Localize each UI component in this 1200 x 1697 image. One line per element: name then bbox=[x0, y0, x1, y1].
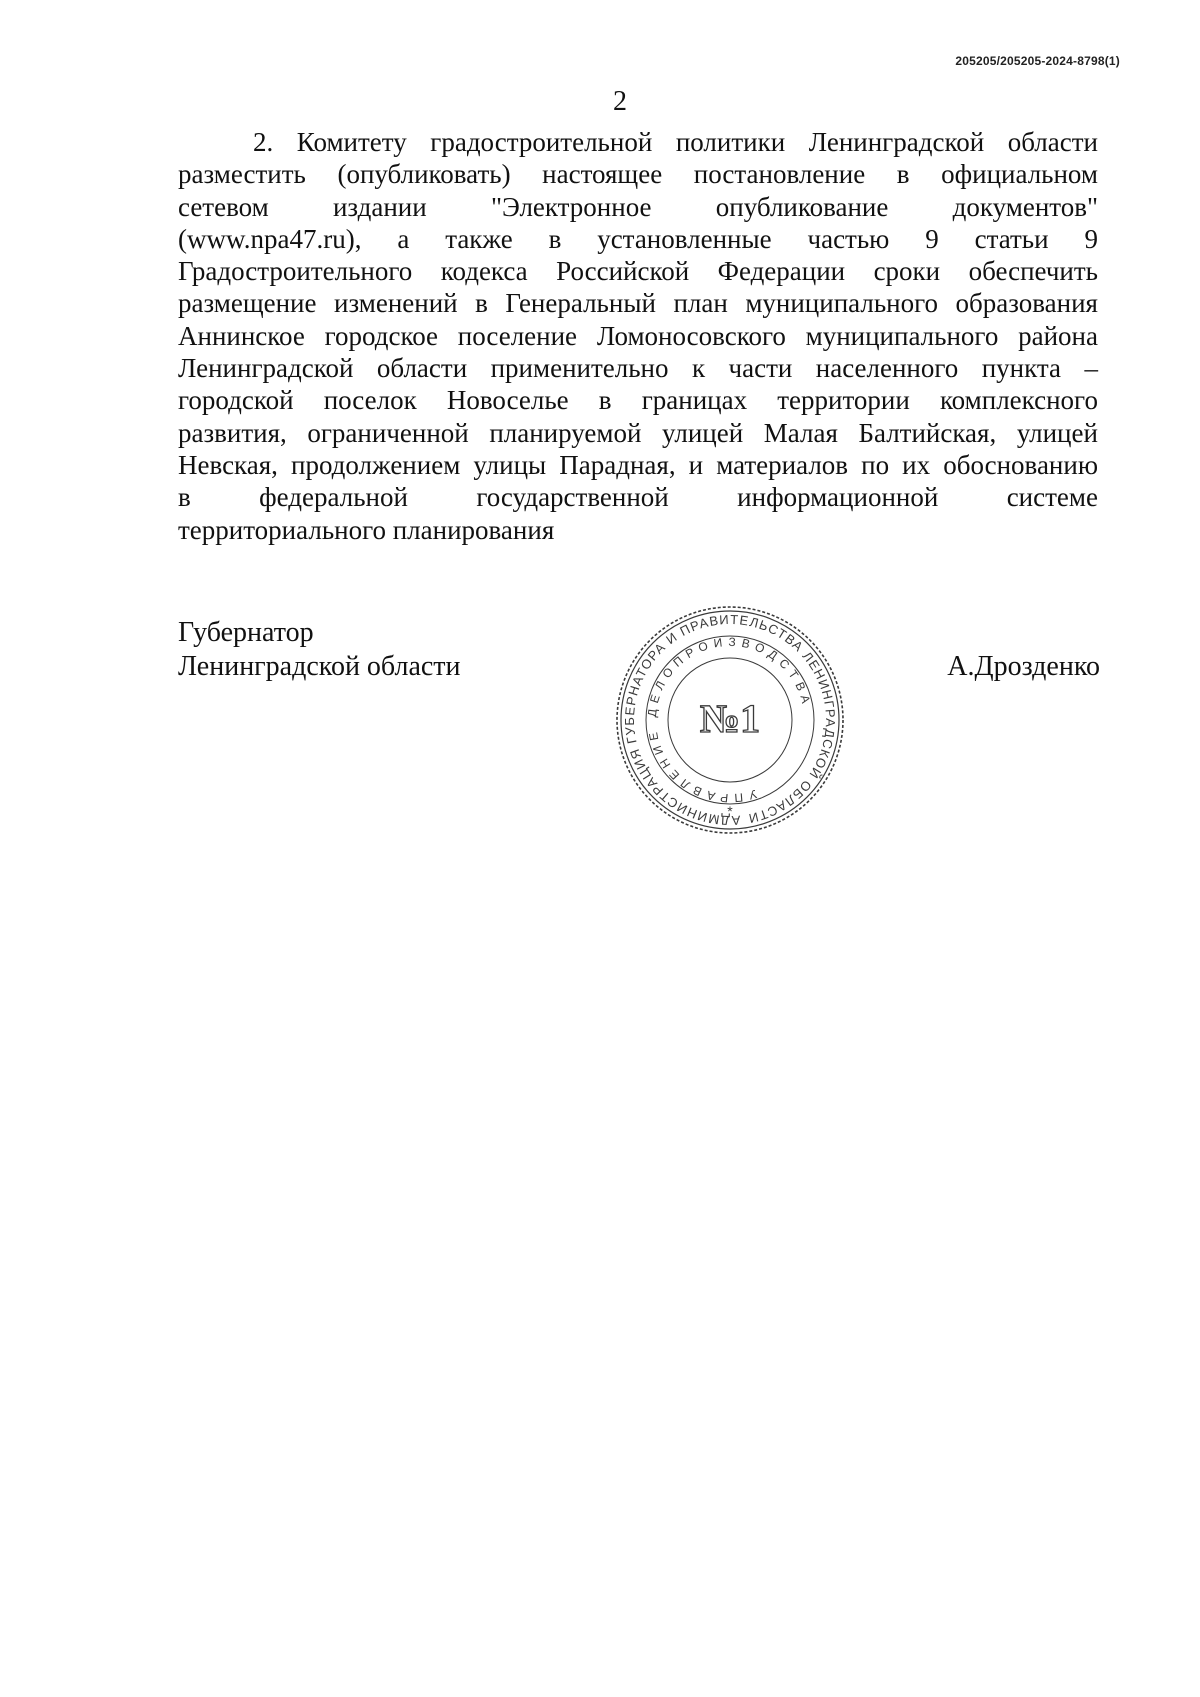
body-word: Новоселье bbox=[446, 385, 569, 416]
body-word: развития, bbox=[178, 417, 287, 448]
body-line bbox=[178, 191, 1098, 223]
body-word: в bbox=[896, 159, 910, 190]
body-word: в bbox=[598, 385, 612, 416]
body-word: настоящее bbox=[542, 159, 663, 190]
body-word: улицей bbox=[1016, 417, 1098, 448]
body-word: 2. bbox=[253, 127, 274, 157]
body-word: постановление bbox=[693, 159, 866, 190]
body-line bbox=[178, 287, 1098, 319]
body-paragraph bbox=[178, 126, 1098, 546]
body-word: комплексного bbox=[939, 385, 1098, 416]
body-word: издании bbox=[332, 191, 427, 222]
body-word: продолжением bbox=[291, 449, 461, 480]
body-word: Малая bbox=[763, 417, 838, 448]
body-line bbox=[178, 514, 1098, 546]
body-word: планируемой bbox=[489, 417, 642, 448]
body-word: Невская, bbox=[178, 449, 278, 480]
body-word: опубликование bbox=[715, 191, 889, 222]
body-word: городской bbox=[178, 385, 294, 416]
body-word: Российской bbox=[556, 256, 690, 287]
body-word: размещение bbox=[178, 288, 317, 319]
body-line bbox=[178, 384, 1098, 416]
body-word: кодекса bbox=[440, 256, 528, 287]
body-word: а bbox=[397, 223, 410, 254]
document-registration-number: 205205/205205-2024-8798(1) bbox=[955, 54, 1120, 68]
body-word: обоснованию bbox=[943, 449, 1098, 480]
body-word: поселение bbox=[457, 320, 578, 351]
body-word: официальном bbox=[941, 159, 1098, 190]
body-word: (www.npa47.ru), bbox=[178, 223, 362, 254]
body-word: улицы bbox=[473, 449, 547, 480]
body-word: план bbox=[673, 288, 728, 319]
body-word: "Электронное bbox=[490, 191, 652, 222]
body-word: Балтийская, bbox=[858, 417, 997, 448]
body-word: государственной bbox=[476, 482, 669, 513]
body-word: сетевом bbox=[178, 191, 269, 222]
body-word: Генеральный bbox=[505, 288, 656, 319]
body-line bbox=[178, 417, 1098, 449]
svg-text:*: * bbox=[727, 803, 733, 819]
body-word: района bbox=[1018, 320, 1098, 351]
body-word: границах bbox=[641, 385, 748, 416]
body-word: городское bbox=[324, 320, 439, 351]
signatory-name: А.Дрозденко bbox=[947, 651, 1100, 682]
body-word: частью bbox=[807, 223, 890, 254]
signatory-title bbox=[178, 616, 461, 684]
body-word: обеспечить bbox=[968, 256, 1098, 287]
svg-text:УПРАВЛЕНИЕ ДЕЛОПРОИЗВОДСТВА: УПРАВЛЕНИЕ ДЕЛОПРОИЗВОДСТВА bbox=[644, 634, 815, 806]
official-seal-stamp bbox=[614, 604, 846, 836]
body-word: по bbox=[861, 449, 890, 480]
body-word: 9 bbox=[925, 223, 939, 254]
body-word: области bbox=[376, 353, 468, 384]
signatory-title-line-2: Ленинградской области bbox=[178, 651, 461, 682]
svg-text:АДМИНИСТРАЦИЯ ГУБЕРНАТОРА И ПР: АДМИНИСТРАЦИЯ ГУБЕРНАТОРА И ПРАВИТЕЛЬСТВА ЛЕНИНГРАДСКОЙ ОБЛАСТИ bbox=[621, 611, 839, 829]
body-word: Парадная, bbox=[559, 449, 676, 480]
body-word: Аннинское bbox=[178, 320, 305, 351]
body-line bbox=[178, 449, 1098, 481]
body-line bbox=[178, 223, 1098, 255]
body-line bbox=[178, 126, 1098, 158]
body-line bbox=[178, 481, 1098, 513]
body-word: и bbox=[688, 449, 704, 480]
body-word: ограниченной bbox=[307, 417, 469, 448]
body-word: улицей bbox=[662, 417, 744, 448]
body-word: в bbox=[548, 223, 562, 254]
body-word: поселок bbox=[323, 385, 417, 416]
body-word: изменений bbox=[334, 288, 458, 319]
body-word: образования bbox=[955, 288, 1098, 319]
body-word: сроки bbox=[873, 256, 941, 287]
body-word: территории bbox=[777, 385, 910, 416]
body-word: политики bbox=[675, 127, 786, 157]
body-word: пункта bbox=[981, 353, 1062, 384]
svg-text:№1: №1 bbox=[699, 696, 761, 741]
body-word: территориального планирования bbox=[178, 514, 555, 545]
body-word: разместить bbox=[178, 159, 306, 190]
body-word: применительно bbox=[490, 353, 669, 384]
body-word: в bbox=[178, 482, 191, 513]
body-line bbox=[178, 352, 1098, 384]
body-word: Градостроительного bbox=[178, 256, 413, 287]
body-word: части bbox=[728, 353, 793, 384]
body-word: федеральной bbox=[259, 482, 408, 513]
body-word: 9 bbox=[1084, 223, 1098, 254]
body-line bbox=[178, 158, 1098, 190]
body-word: также bbox=[445, 223, 513, 254]
body-word: Комитету bbox=[296, 127, 407, 157]
body-word: установленные bbox=[597, 223, 772, 254]
body-word: – bbox=[1084, 353, 1098, 384]
body-word: муниципального bbox=[805, 320, 999, 351]
body-word: Ломоносовского bbox=[596, 320, 786, 351]
body-word: в bbox=[475, 288, 488, 319]
body-word: муниципального bbox=[745, 288, 939, 319]
body-word: Ленинградской bbox=[178, 353, 354, 384]
body-word: Федерации bbox=[717, 256, 846, 287]
body-word: (опубликовать) bbox=[337, 159, 511, 190]
body-word: Ленинградской bbox=[808, 127, 985, 157]
body-word: системе bbox=[1006, 482, 1098, 513]
body-word: статьи bbox=[974, 223, 1049, 254]
body-word: документов" bbox=[952, 191, 1098, 222]
page-number: 2 bbox=[613, 86, 627, 117]
body-line bbox=[178, 320, 1098, 352]
body-word: информационной bbox=[737, 482, 939, 513]
body-word: области bbox=[1007, 127, 1098, 157]
body-word: градостроительной bbox=[430, 127, 653, 157]
body-line bbox=[178, 255, 1098, 287]
body-word: материалов bbox=[716, 449, 849, 480]
signatory-title-line-1: Губернатор bbox=[178, 617, 314, 648]
body-word: к bbox=[691, 353, 706, 384]
body-word: населенного bbox=[815, 353, 959, 384]
body-word: их bbox=[902, 449, 931, 480]
